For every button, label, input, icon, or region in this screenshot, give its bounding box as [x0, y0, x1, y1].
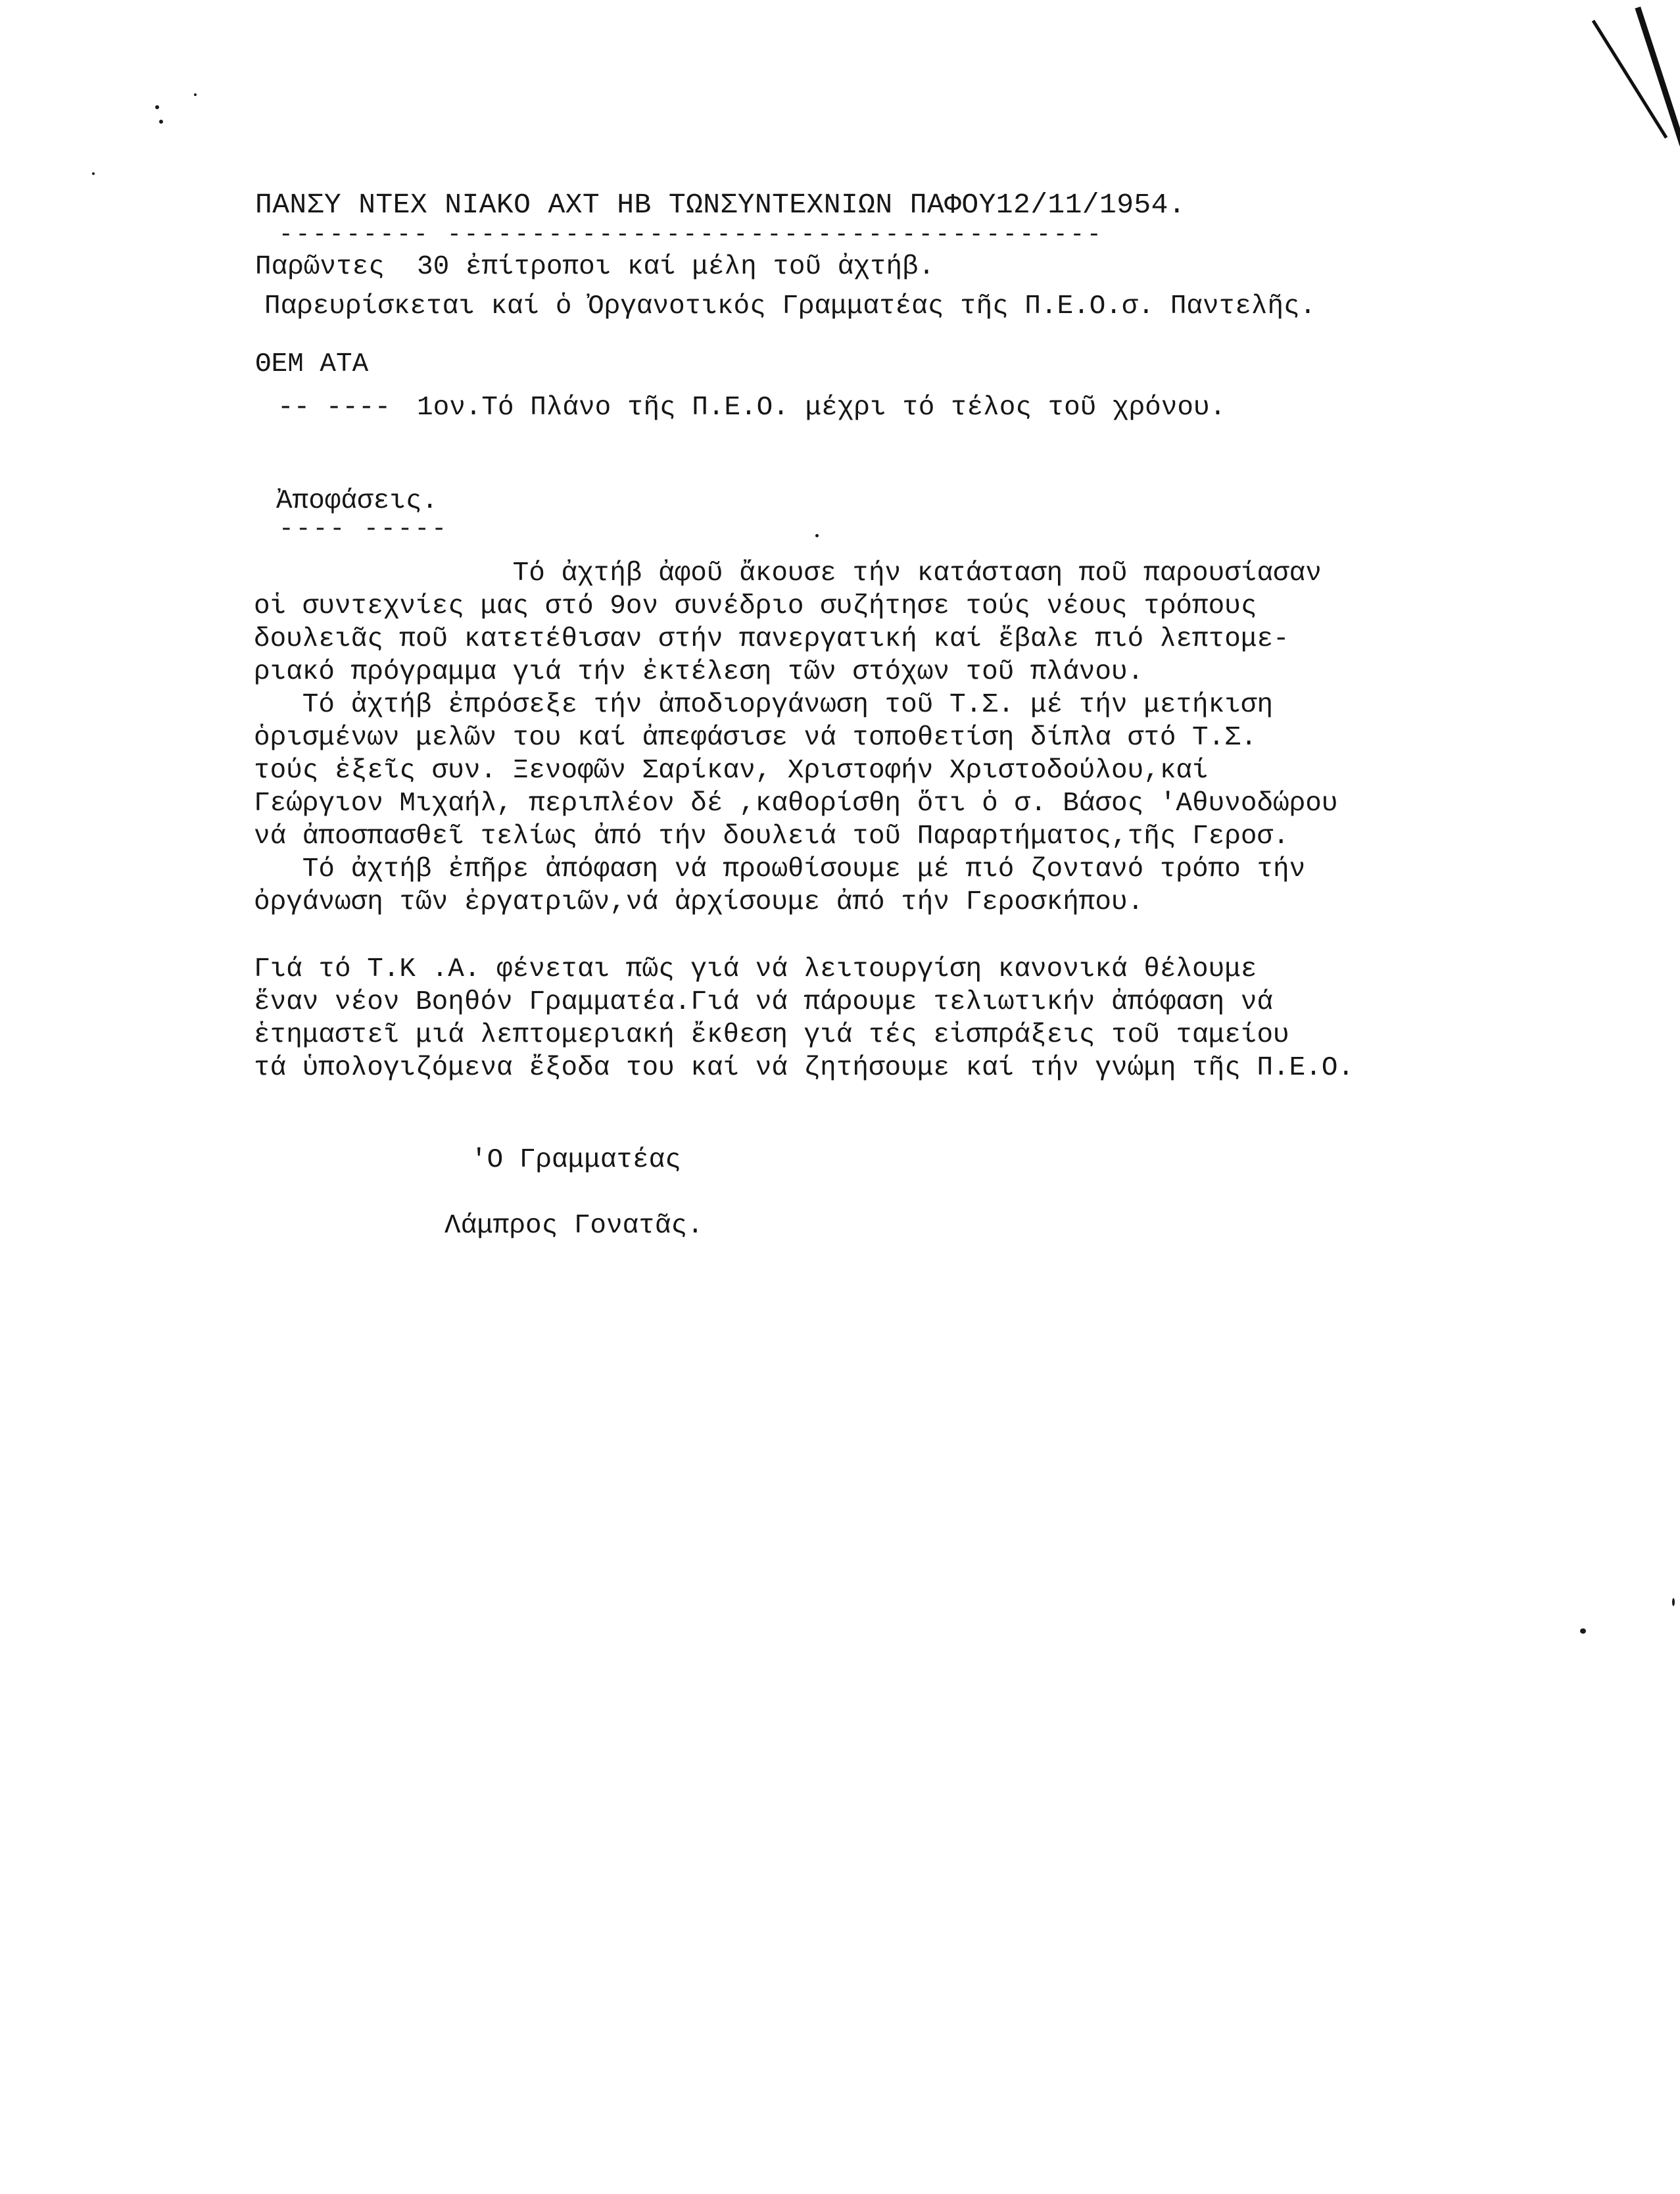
agenda-title: ΘΕΜ ΑΤΑ	[255, 349, 369, 379]
tka-line: ἕναν νέον Βοηθόν Γραμματέα.Γιά νά πάρουμε τελιωτικήν ἀπόφαση νά	[254, 987, 1274, 1017]
scan-corner-mark	[1592, 20, 1668, 139]
dust-speck	[92, 172, 95, 175]
dust-speck	[194, 93, 197, 96]
decisions-line: Γεώργιον Μιχαήλ, περιπλέον δέ ,καθορίσθη ὅτι ὁ σ. Βάσος 'Αθυνοδώρου	[254, 789, 1338, 819]
tka-line: ἑτημαστεῖ μιά λεπτομεριακή ἔκθεση γιά τές εἰσπράξεις τοῦ ταμείου	[254, 1020, 1289, 1050]
dust-speck	[155, 105, 159, 109]
decisions-title: Ἀποφάσεις.	[276, 486, 439, 516]
decisions-line: ὀργάνωση τῶν ἐργατριῶν,νά ἀρχίσουμε ἀπό τήν Γεροσκήπου.	[254, 887, 1144, 917]
decisions-line: δουλειᾶς ποῦ κατετέθισαν στήν πανεργατική καί ἔβαλε πιό λεπτομε-	[254, 624, 1289, 654]
decisions-line: Τό ἀχτήβ ἐπρόσεξε τήν ἀποδιοργάνωση τοῦ Τ.Σ. μέ τήν μετήκιση	[254, 690, 1274, 720]
decisions-line: ὁρισμένων μελῶν του καί ἀπεφάσισε νά τοποθετίση δίπλα στό Τ.Σ.	[254, 723, 1257, 753]
document-header: ΠΑΝΣΥ ΝΤΕΧ ΝΙΑΚΟ ΑΧΤ ΗΒ ΤΩΝΣΥΝΤΕΧΝΙΩΝ ΠΑΦΟΥ12/11/1954.	[255, 189, 1186, 221]
signature-name: Λάμπρος Γονατᾶς.	[444, 1211, 704, 1241]
decisions-line: ριακό πρόγραμμα γιά τήν ἐκτέλεση τῶν στόχων τοῦ πλάνου.	[254, 657, 1144, 687]
decisions-line: Τό ἀχτήβ ἐπῆρε ἀπόφαση νά προωθίσουμε μέ πιό ζοντανό τρόπο τήν	[254, 854, 1306, 885]
decisions-line: Τό ἀχτήβ ἀφοῦ ἄκουσε τήν κατάσταση ποῦ παρουσίασαν	[254, 558, 1322, 589]
tka-line: τά ὑπολογιζόμενα ἔξοδα του καί νά ζητήσουμε καί τήν γνώμη τῆς Π.Ε.Ο.	[254, 1053, 1355, 1083]
dust-speck	[1672, 1598, 1675, 1606]
decisions-line: τούς ἑξεῖς συν. Ξενοφῶν Σαρίκαν, Χριστοφήν Χριστοδούλου,καί	[254, 756, 1209, 786]
decisions-line: νά ἀποσπασθεῖ τελίως ἀπό τήν δουλειά τοῦ Παραρτήματος,τῆς Γεροσ.	[254, 821, 1289, 852]
decisions-underline: ---- -----	[279, 515, 449, 543]
decisions-line: οἱ συντεχνίες μας στό 9ον συνέδριο συζήτησε τούς νέους τρόπους	[254, 591, 1257, 622]
dust-speck	[1580, 1628, 1586, 1634]
tka-line: Γιά τό Τ.Κ .Α. φένεται πῶς γιά νά λειτουργίση κανονικά θέλουμε	[254, 954, 1257, 985]
agenda-item: 1ον.Τό Πλάνο τῆς Π.Ε.Ο. μέχρι τό τέλος τοῦ χρόνου.	[417, 393, 1226, 423]
present-line-2: Παρευρίσκεται καί ὁ Ὀργανοτικός Γραμματέας τῆς Π.Ε.Ο.σ. Παντελῆς.	[264, 291, 1316, 322]
dust-speck	[159, 120, 163, 124]
present-line-1: Παρῶντες 30 ἐπίτροποι καί μέλη τοῦ ἀχτήβ.	[255, 252, 935, 282]
signature-title: 'Ο Γραμματέας	[471, 1145, 681, 1175]
agenda-dashes: -- ----	[277, 393, 391, 423]
header-underline: --------- ---------------------------------------	[279, 221, 1104, 248]
dust-speck	[815, 534, 819, 537]
